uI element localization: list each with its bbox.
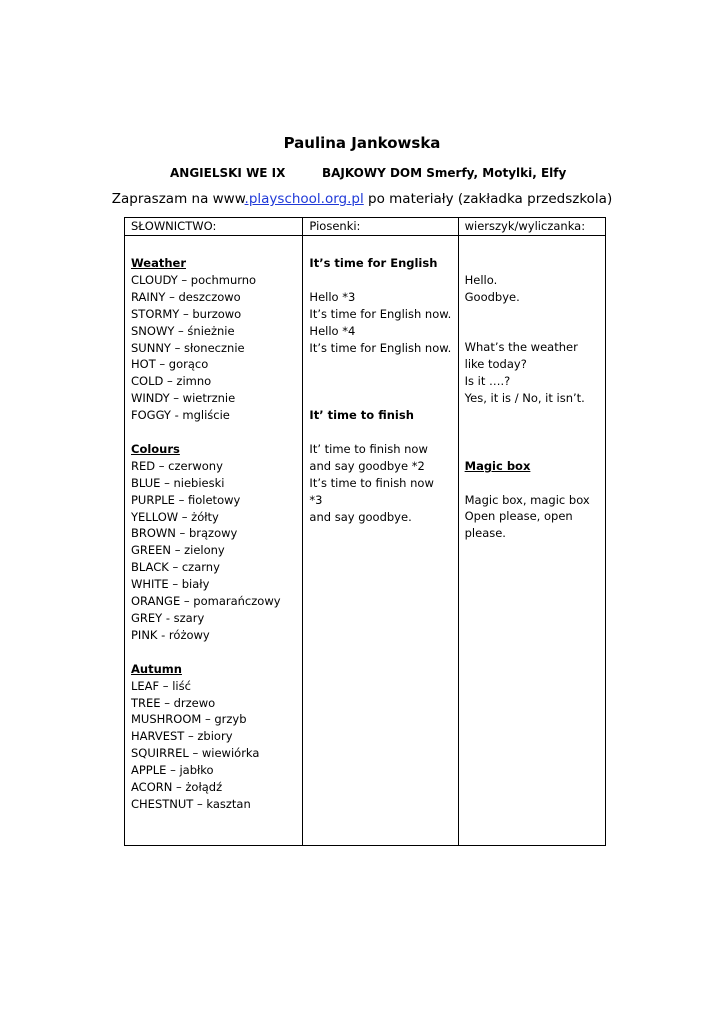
list-item: SQUIRREL – wiewiórka	[131, 746, 260, 761]
list-item: SNOWY – śnieżnie	[131, 323, 235, 338]
column-header-vocabulary: SŁOWNICTWO:	[125, 218, 303, 236]
website-link[interactable]: .playschool.org.pl	[244, 191, 364, 207]
rhyme-line: Is it ….?	[464, 374, 511, 389]
spacer	[465, 424, 599, 441]
list-item: ORANGE – pomarańczowy	[131, 594, 281, 609]
rhyme-line: like today?	[464, 357, 527, 372]
list-item: BROWN – brązowy	[131, 526, 238, 541]
group-names: BAJKOWY DOM Smerfy, Motylki, Elfy	[322, 166, 567, 180]
table-header-row	[125, 218, 606, 236]
list-item: MUSHROOM – grzyb	[131, 712, 247, 727]
song-line: and say goodbye *2	[309, 458, 425, 473]
song-line: Hello *3	[309, 289, 356, 304]
list-item: GREEN – zielony	[131, 543, 225, 558]
song-title: It’ time to finish	[309, 408, 414, 423]
song-title: It’s time for English	[309, 256, 438, 270]
list-item: RAINY – deszczowo	[131, 289, 241, 304]
list-item: HARVEST – zbiory	[131, 729, 233, 744]
list-item: STORMY – burzowo	[131, 306, 242, 321]
rhyme-line: Goodbye.	[464, 289, 520, 304]
list-item: SUNNY – słonecznie	[131, 340, 245, 355]
song-line: Hello *4	[309, 323, 356, 338]
song-line: *3	[309, 492, 323, 507]
column-header-rhymes: wierszyk/wyliczanka:	[458, 218, 605, 236]
invite-text-before: Zapraszam na www	[111, 191, 245, 207]
spacer	[131, 424, 296, 441]
rhyme-line: please.	[464, 526, 506, 541]
song-line: It’s time to finish now	[309, 475, 434, 490]
list-item: WINDY – wietrznie	[131, 391, 236, 406]
materials-table	[124, 217, 606, 846]
spacer	[465, 306, 599, 323]
invitation-line	[0, 191, 724, 207]
list-item: LEAF – liść	[131, 678, 191, 693]
rhyme-line: Open please, open	[464, 509, 573, 524]
spacer	[309, 356, 451, 373]
list-item: CHESTNUT – kasztan	[131, 796, 251, 811]
list-item: RED – czerwony	[131, 458, 223, 473]
spacer	[465, 323, 599, 340]
song-line: and say goodbye.	[309, 509, 412, 524]
spacer	[309, 424, 451, 441]
page-title: Paulina Jankowska	[283, 134, 441, 152]
rhyme-line: Magic box, magic box	[464, 492, 590, 507]
invite-text-after: po materiały (zakładka przedszkola)	[363, 191, 613, 207]
table-content-row	[125, 236, 606, 846]
autumn-heading: Autumn	[131, 661, 182, 676]
list-item: APPLE – jabłko	[131, 763, 214, 778]
spacer	[465, 475, 599, 492]
list-item: PURPLE – fioletowy	[131, 492, 241, 507]
spacer	[465, 255, 599, 272]
rhyme-line: What’s the weather	[464, 340, 578, 355]
rhymes-cell	[458, 236, 605, 846]
spacer	[309, 272, 451, 289]
list-item: HOT – gorąco	[131, 357, 209, 372]
song-line: It’s time for English now.	[309, 340, 452, 355]
list-item: WHITE – biały	[131, 577, 210, 592]
list-item: BLUE – niebieski	[131, 475, 225, 490]
class-name: ANGIELSKI WE IX	[170, 166, 286, 180]
colours-heading: Colours	[131, 441, 180, 456]
vocabulary-cell	[125, 236, 303, 846]
song-line: It’s time for English now.	[309, 306, 452, 321]
magic-box-heading: Magic box	[464, 458, 531, 473]
spacer	[309, 390, 451, 407]
spacer	[465, 441, 599, 458]
list-item: GREY - szary	[131, 611, 205, 626]
list-item: COLD – zimno	[131, 374, 212, 389]
list-item: CLOUDY – pochmurno	[131, 272, 257, 287]
list-item: ACORN – żołądź	[131, 780, 223, 795]
rhyme-line: Hello.	[464, 272, 498, 287]
list-item: FOGGY - mgliście	[131, 408, 230, 423]
list-item: BLACK – czarny	[131, 560, 220, 575]
rhyme-line: Yes, it is / No, it isn’t.	[464, 391, 585, 406]
list-item: PINK - różowy	[131, 627, 210, 642]
songs-cell	[303, 236, 458, 846]
spacer	[465, 407, 599, 424]
weather-heading: Weather	[131, 256, 186, 270]
spacer	[309, 373, 451, 390]
list-item: TREE – drzewo	[131, 695, 216, 710]
song-line: It’ time to finish now	[309, 441, 428, 456]
list-item: YELLOW – żółty	[131, 509, 219, 524]
spacer	[131, 644, 296, 661]
column-header-songs: Piosenki:	[303, 218, 458, 236]
